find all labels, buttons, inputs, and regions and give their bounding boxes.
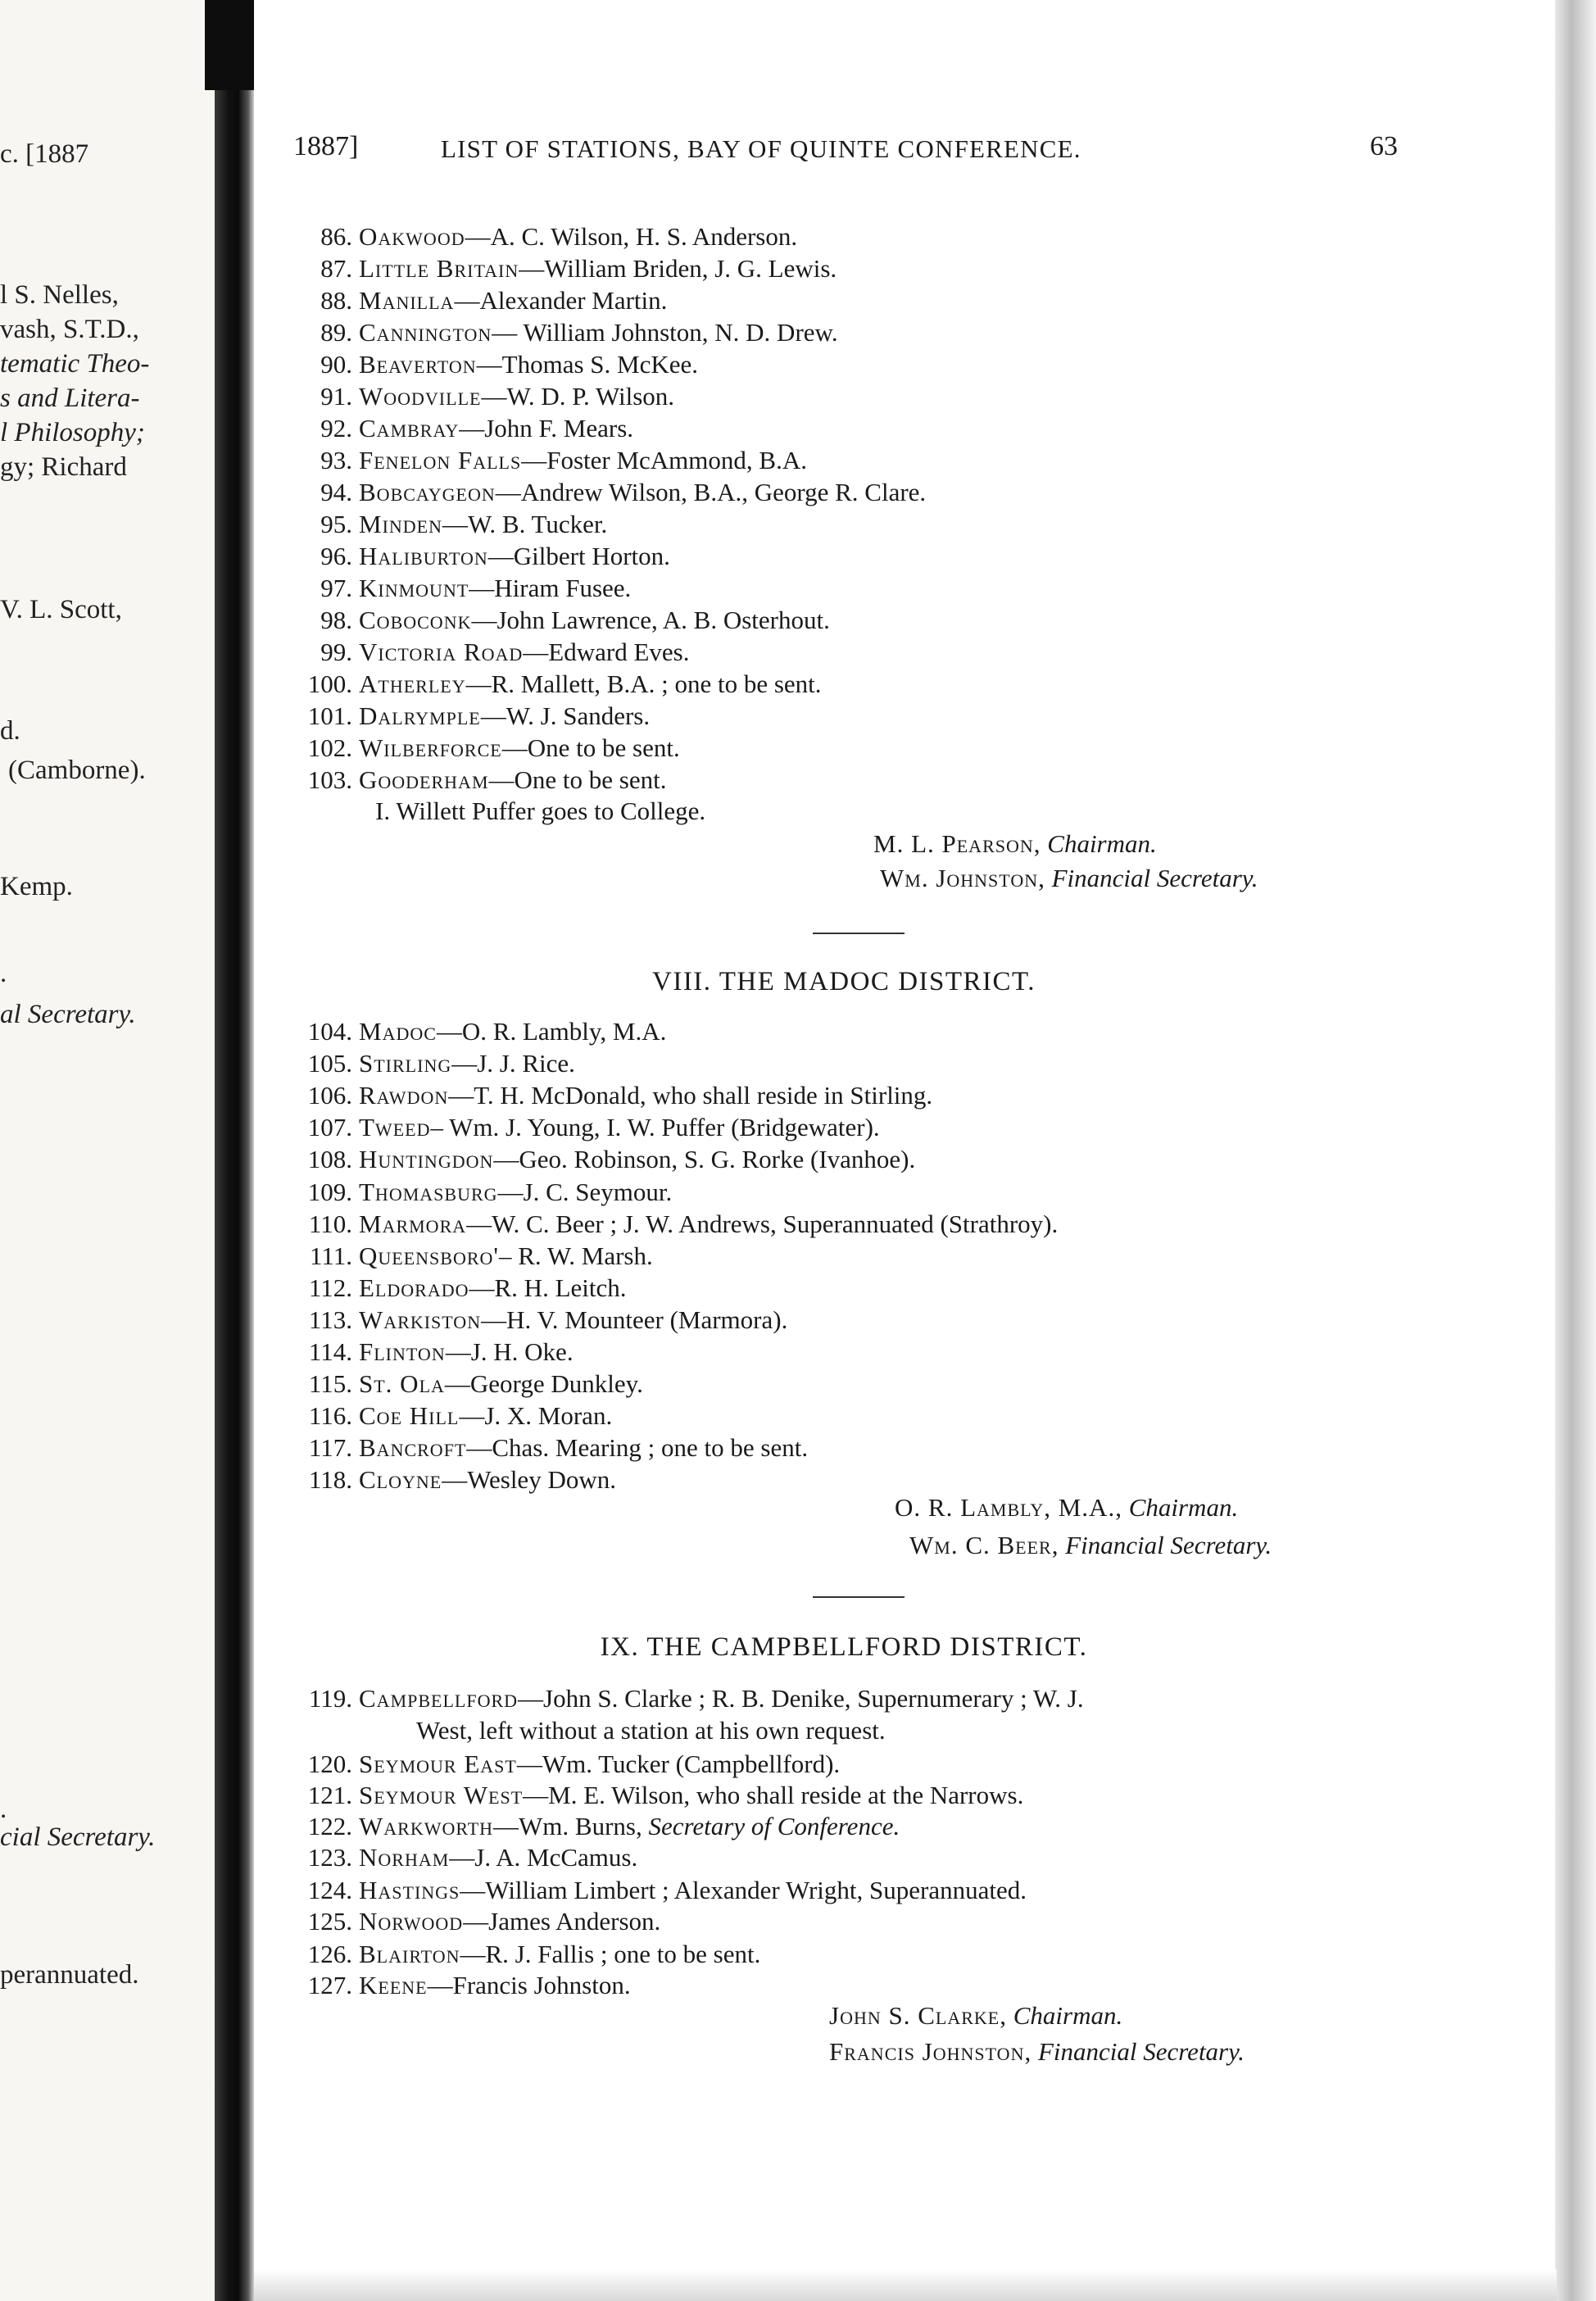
entry-text [359, 1875, 1027, 1906]
entry-number: 87. [320, 254, 352, 283]
appointment: —W. C. Beer ; J. W. Andrews, Superannuated (Strathroy). [466, 1209, 1059, 1238]
appointment: —Francis Johnston. [427, 1971, 631, 1999]
facing-page-fragment: . [0, 1795, 7, 1824]
entry-text [359, 413, 633, 444]
station-name: Wilberforce [359, 733, 502, 762]
page [254, 0, 1557, 2301]
station-name: Little Britain [359, 254, 519, 283]
entry-number: 103. [307, 765, 352, 794]
appointment: —J. H. Oke. [445, 1337, 574, 1366]
appointment-title: Secretary of Conference. [648, 1812, 900, 1840]
appointment: —J. A. McCamus. [449, 1843, 638, 1872]
station-name: Stirling [359, 1049, 452, 1078]
station-name: Norham [359, 1843, 450, 1872]
facing-page-fragment: tematic Theo- [0, 349, 150, 379]
entry-number: 104. [307, 1017, 352, 1046]
facing-page-fragment: vash, S.T.D., [0, 315, 139, 344]
appointment: —Andrew Wilson, B.A., George R. Clare. [495, 478, 927, 506]
appointment: —R. J. Fallis ; one to be sent. [460, 1940, 761, 1968]
station-name: Dalrymple [359, 701, 481, 730]
appointment: —John Lawrence, A. B. Osterhout. [471, 606, 830, 634]
entry-number: 94. [320, 478, 352, 506]
station-name: Tweed [359, 1113, 431, 1142]
entry-text [359, 1241, 653, 1272]
entry-number: 97. [320, 574, 352, 602]
entry-text [359, 733, 680, 764]
appointment: —W. D. P. Wilson. [481, 382, 675, 411]
entry-text [359, 349, 698, 380]
station-name: Gooderham [359, 765, 489, 794]
station-name: Coe Hill [359, 1401, 460, 1431]
appointment: —William Briden, J. G. Lewis. [519, 254, 837, 283]
station-name: Queensboro' [359, 1241, 499, 1270]
entry-text [359, 1144, 915, 1175]
station-name: Norwood [359, 1907, 464, 1936]
facing-page-fragment: . [0, 959, 7, 988]
facing-page-fragment: l S. Nelles, [0, 280, 119, 310]
station-name: Victoria Road [359, 638, 524, 666]
appointment: —H. V. Mounteer (Marmora). [481, 1305, 788, 1334]
appointment: — William Johnston, N. D. Drew. [492, 318, 838, 347]
appointment: —R. Mallett, B.A. ; one to be sent. [465, 669, 822, 698]
appointment: – R. W. Marsh. [498, 1241, 653, 1270]
station-name: Blairton [359, 1940, 460, 1968]
entry-text [359, 1842, 637, 1873]
appointment: —Wm. Tucker (Campbellford). [516, 1750, 841, 1778]
appointment: —O. R. Lambly, M.A. [436, 1017, 667, 1046]
appointment: —John F. Mears. [459, 414, 634, 442]
appointment: —Geo. Robinson, S. G. Rorke (Ivanhoe). [493, 1145, 916, 1174]
entry-text [359, 637, 689, 668]
station-name: Cambray [359, 414, 460, 442]
appointment: —William Limbert ; Alexander Wright, Superannuated. [460, 1876, 1027, 1904]
entry-text [359, 509, 607, 540]
entry-text [359, 1016, 666, 1047]
chairman-signature: John S. Clarke, Chairman. [829, 2001, 1123, 2030]
station-name: Cloyne [359, 1465, 442, 1495]
entry-number: 111. [310, 1241, 352, 1270]
facing-page [0, 0, 223, 2301]
entry-text [359, 1112, 880, 1143]
entry-number: 110. [308, 1209, 352, 1238]
entry-number: 105. [307, 1049, 352, 1078]
appointment: —A. C. Wilson, H. S. Anderson. [465, 222, 798, 251]
facing-page-fragment: l Philosophy; [0, 418, 145, 447]
entry-text [359, 445, 807, 476]
entry-text [359, 605, 830, 636]
entry-number: 121. [307, 1781, 352, 1809]
entry-text [359, 1209, 1058, 1240]
station-name: Coboconk [359, 606, 472, 634]
page-number: 63 [1370, 131, 1398, 161]
header-year: 1887] [293, 131, 359, 161]
entry-text [359, 477, 926, 508]
appointment: —Wm. Burns, [493, 1812, 649, 1840]
appointment: —James Anderson. [463, 1907, 661, 1936]
entry-text [359, 1305, 787, 1336]
entry-text [359, 701, 650, 732]
entry-text [359, 1780, 1023, 1811]
entry-number: 107. [307, 1113, 352, 1142]
entry-text [359, 1811, 900, 1842]
station-name: Madoc [359, 1017, 437, 1046]
secretary-signature: Wm. Johnston, Financial Secretary. [880, 864, 1258, 892]
entry-text [359, 1432, 808, 1464]
entry-text [359, 1683, 1084, 1714]
facing-page-fragment: al Secretary. [0, 1000, 136, 1029]
entry-number: 108. [307, 1145, 352, 1174]
entry-text [359, 317, 838, 348]
section-rule [813, 1596, 905, 1598]
facing-page-fragment: (Camborne). [8, 756, 146, 785]
appointment: —W. J. Sanders. [480, 701, 651, 730]
appointment: —One to be sent. [501, 733, 680, 762]
entry-text [359, 253, 837, 284]
entry-text [359, 1749, 840, 1780]
entry-number: 112. [308, 1273, 352, 1302]
entry-number: 93. [320, 446, 352, 474]
entry-text [359, 669, 822, 700]
station-name: Oakwood [359, 222, 465, 251]
entry-number: 114. [308, 1337, 352, 1366]
appointment: —Edward Eves. [523, 638, 690, 666]
station-name: Fenelon Falls [359, 446, 522, 474]
station-name: Haliburton [359, 542, 488, 570]
entry-text [359, 1337, 574, 1368]
station-name: Hastings [359, 1876, 460, 1904]
page-edge-bottom [254, 2270, 1557, 2301]
appointment: —Chas. Mearing ; one to be sent. [466, 1433, 809, 1463]
entry-number: 99. [320, 638, 352, 666]
entry-number: 102. [307, 733, 352, 762]
appointment: —M. E. Wilson, who shall reside at the Narrows. [523, 1781, 1024, 1809]
station-name: Cannington [359, 318, 492, 347]
appointment: —Foster McAmmond, B.A. [521, 446, 807, 474]
station-name: Atherley [359, 669, 466, 698]
entry-text [359, 1177, 672, 1208]
entry-number: 98. [320, 606, 352, 634]
district-heading-madoc: VIII. THE MADOC DISTRICT. [652, 967, 1036, 996]
station-name: Rawdon [359, 1081, 449, 1110]
running-header [254, 131, 1417, 172]
appointment: —John S. Clarke ; R. B. Denike, Supernumerary ; W. J. [518, 1684, 1084, 1713]
entry-text [359, 1273, 627, 1304]
entry-text [359, 1464, 616, 1495]
entry-text [359, 765, 666, 796]
appointment: —Gilbert Horton. [487, 542, 670, 570]
entry-number: 126. [307, 1940, 352, 1968]
entry-number: 116. [308, 1401, 352, 1431]
book-gutter [215, 0, 254, 2301]
secretary-signature: Francis Johnston, Financial Secretary. [829, 2037, 1245, 2066]
facing-page-fragment: d. [0, 716, 20, 746]
entry-text [359, 1048, 575, 1079]
station-name: Eldorado [359, 1273, 469, 1302]
page-edge [1555, 0, 1596, 2301]
entry-number: 86. [320, 222, 352, 251]
entry-number: 120. [307, 1750, 352, 1778]
entry-number: 127. [307, 1971, 352, 1999]
entry-number: 92. [320, 414, 352, 442]
station-name: Campbellford [359, 1684, 519, 1713]
chairman-signature: M. L. Pearson, Chairman. [873, 829, 1157, 858]
entry-number: 88. [320, 286, 352, 315]
facing-page-fragment: cial Secretary. [0, 1822, 156, 1852]
entry-number: 118. [308, 1465, 352, 1495]
entry-text [359, 1080, 932, 1111]
station-name: Woodville [359, 382, 482, 411]
station-name: Beaverton [359, 350, 477, 379]
facing-page-fragment: s and Litera- [0, 384, 140, 413]
appointment: —R. H. Leitch. [469, 1273, 627, 1302]
station-name: Manilla [359, 286, 455, 315]
entry-number: 115. [308, 1369, 352, 1399]
entry-number: 122. [307, 1812, 352, 1840]
entry-number: 100. [307, 669, 352, 698]
entry-number: 125. [307, 1907, 352, 1936]
appointment: —One to be sent. [488, 765, 667, 794]
entry-text [359, 1368, 643, 1400]
station-name: Warkiston [359, 1305, 482, 1334]
appointment: —Alexander Martin. [454, 286, 668, 315]
entry-text [359, 1939, 760, 1970]
facing-page-fragment: Kemp. [0, 872, 73, 901]
appointment: —Thomas S. McKee. [476, 350, 699, 379]
appointment: – Wm. J. Young, I. W. Puffer (Bridgewater). [430, 1113, 880, 1142]
entry-text [359, 1906, 660, 1937]
station-name: Seymour West [359, 1781, 524, 1809]
station-name: Minden [359, 510, 442, 538]
entry-text [359, 1970, 631, 2001]
entry-text [359, 573, 631, 604]
entry-text [359, 285, 667, 316]
station-name: Huntingdon [359, 1145, 494, 1174]
entry-text [359, 1400, 612, 1432]
entry-continuation: West, left without a station at his own request. [416, 1716, 886, 1745]
appointment: —J. C. Seymour. [497, 1177, 673, 1206]
appointment: —George Dunkley. [444, 1369, 643, 1399]
note-puffer: I. Willett Puffer goes to College. [375, 796, 706, 825]
entry-number: 96. [320, 542, 352, 570]
station-name: Marmora [359, 1209, 467, 1238]
header-title: LIST OF STATIONS, BAY OF QUINTE CONFERENCE. [441, 134, 1081, 163]
facing-page-fragment: gy; Richard [0, 452, 127, 482]
facing-page-fragment: V. L. Scott, [0, 595, 122, 624]
entry-number: 117. [308, 1433, 352, 1463]
station-name: Seymour East [359, 1750, 517, 1778]
station-name: St. Ola [359, 1369, 445, 1399]
entry-number: 101. [307, 701, 352, 730]
station-name: Kinmount [359, 574, 469, 602]
appointment: —J. J. Rice. [451, 1049, 575, 1078]
entry-number: 95. [320, 510, 352, 538]
chairman-signature: O. R. Lambly, M.A., Chairman. [895, 1493, 1239, 1522]
entry-number: 106. [307, 1081, 352, 1110]
station-name: Flinton [359, 1337, 446, 1366]
section-rule [813, 933, 905, 934]
entry-number: 113. [308, 1305, 352, 1334]
entry-number: 124. [307, 1876, 352, 1904]
entry-text [359, 541, 670, 572]
facing-page-fragment: perannuated. [0, 1960, 139, 1990]
appointment: —Hiram Fusee. [469, 574, 632, 602]
station-name: Bobcaygeon [359, 478, 496, 506]
appointment: —W. B. Tucker. [442, 510, 608, 538]
entry-text [359, 381, 674, 412]
entry-number: 91. [320, 382, 352, 411]
station-name: Warkworth [359, 1812, 494, 1840]
appointment: —T. H. McDonald, who shall reside in Stirling. [448, 1081, 933, 1110]
entry-number: 109. [307, 1177, 352, 1206]
district-heading-campbellford: IX. THE CAMPBELLFORD DISTRICT. [600, 1632, 1088, 1662]
facing-page-fragment: c. [1887 [0, 139, 89, 169]
entry-number: 119. [308, 1684, 352, 1713]
station-name: Bancroft [359, 1433, 467, 1463]
entry-number: 123. [307, 1843, 352, 1872]
station-name: Thomasburg [359, 1177, 498, 1206]
entry-number: 89. [320, 318, 352, 347]
station-name: Keene [359, 1971, 428, 1999]
appointment: —Wesley Down. [442, 1465, 616, 1495]
secretary-signature: Wm. C. Beer, Financial Secretary. [909, 1531, 1272, 1559]
entry-number: 90. [320, 350, 352, 379]
appointment: —J. X. Moran. [459, 1401, 613, 1431]
entry-text [359, 221, 797, 252]
